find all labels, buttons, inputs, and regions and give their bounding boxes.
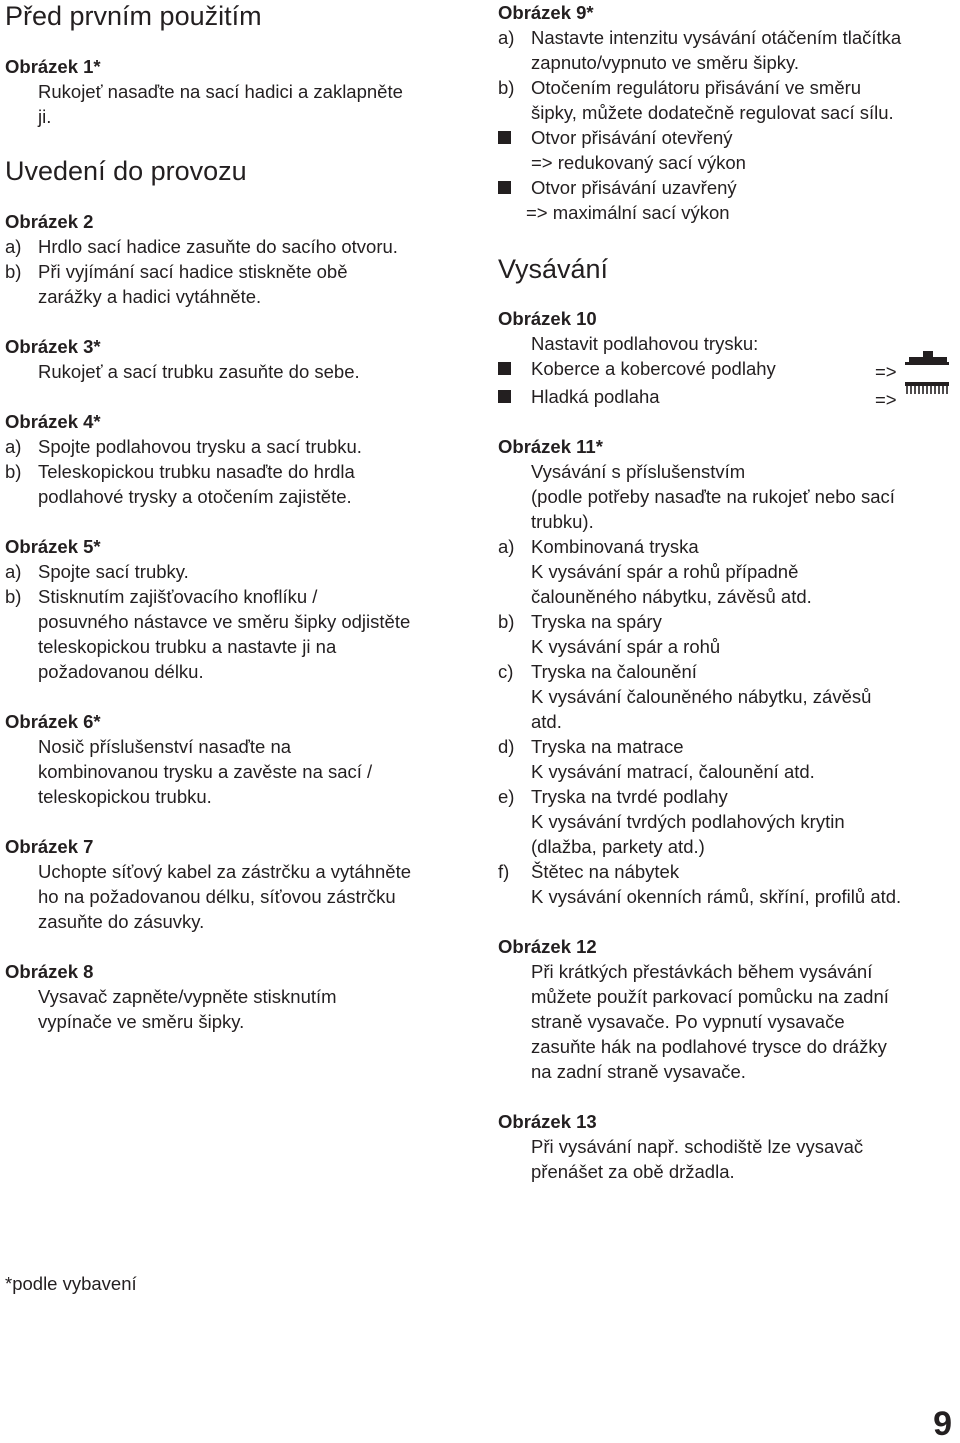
bullet-item (498, 175, 953, 200)
figure-1-text-line: ji. (38, 106, 52, 127)
list-marker: a) (5, 436, 22, 457)
square-bullet-icon (498, 181, 511, 194)
arrow-text: => (875, 389, 897, 410)
list-text-continued: posuvného nástavce ve směru šipky odjistěte (38, 611, 411, 632)
list-marker: b) (5, 586, 22, 607)
figure-7-heading: Obrázek 7 (5, 836, 94, 857)
list-text: Při vyjímání sací hadice stiskněte obě (38, 261, 348, 282)
list-item (498, 534, 953, 559)
figure-6-section (5, 709, 470, 809)
figure-6-text-line: Nosič příslušenství nasaďte na (38, 736, 292, 757)
section-title-commissioning: Uvedení do provozu (5, 156, 247, 186)
square-bullet-icon (498, 362, 511, 375)
list-text-continued: požadovanou délku. (38, 661, 204, 682)
section-title-vacuuming: Vysávání (498, 254, 609, 284)
figure-8-section (5, 959, 470, 1034)
figure-8-text-line: vypínače ve směru šipky. (38, 1011, 245, 1032)
list-text-continued: K vysávání spár a rohů případně (531, 561, 799, 582)
list-item (498, 25, 953, 50)
figure-13-text-line: Při vysávání např. schodiště lze vysavač (531, 1136, 864, 1157)
figure-7-section (5, 834, 470, 934)
list-marker: f) (498, 861, 510, 882)
figure-9-section (498, 0, 953, 225)
figure-3-heading: Obrázek 3* (5, 336, 101, 357)
list-text: Tryska na spáry (531, 611, 662, 632)
square-bullet-icon (498, 131, 511, 144)
figure-2-heading: Obrázek 2 (5, 211, 94, 232)
list-marker: b) (5, 261, 22, 282)
list-item (5, 584, 470, 609)
figure-12-text-line: Při krátkých přestávkách během vysávání (531, 961, 873, 982)
figure-7-text-line: Uchopte síťový kabel za zástrčku a vytáhněte (38, 861, 412, 882)
figure-12-section (498, 934, 953, 1084)
right-column (498, 0, 953, 1184)
list-text-continued: atd. (531, 711, 562, 732)
list-text-continued: podlahové trysky a otočením zajistěte. (38, 486, 352, 507)
figure-6-text-line: kombinovanou trysku a zavěste na sací / (38, 761, 373, 782)
figure-4-heading: Obrázek 4* (5, 411, 101, 432)
list-text-continued: K vysávání tvrdých podlahových krytin (531, 811, 845, 832)
list-marker: b) (498, 611, 515, 632)
figure-8-heading: Obrázek 8 (5, 961, 94, 982)
figure-6-text-line: teleskopickou trubku. (38, 786, 212, 807)
square-bullet-icon (498, 390, 511, 403)
list-text-continued: čalouněného nábytku, závěsů atd. (531, 586, 812, 607)
carpet-nozzle-icon (903, 349, 949, 373)
figure-11-heading: Obrázek 11* (498, 436, 603, 457)
figure-2-section (5, 209, 470, 309)
figure-3-section (5, 334, 470, 384)
page-number: 9 (933, 1405, 952, 1443)
figure-1-text-line: Rukojeť nasaďte na sací hadici a zaklapněte (38, 81, 403, 102)
list-text-continued: teleskopickou trubku a nastavte ji na (38, 636, 337, 657)
figure-5-heading: Obrázek 5* (5, 536, 101, 557)
list-marker: e) (498, 786, 515, 807)
left-column (5, 0, 470, 1034)
list-item (498, 734, 953, 759)
list-text: Otočením regulátoru přisávání ve směru (531, 77, 862, 98)
figure-13-heading: Obrázek 13 (498, 1111, 597, 1132)
figure-10-heading: Obrázek 10 (498, 308, 597, 329)
list-text-continued: (dlažba, parkety atd.) (531, 836, 705, 857)
arrow-text: => (875, 361, 897, 382)
list-text: Kombinovaná tryska (531, 536, 699, 557)
list-item (498, 784, 953, 809)
list-text-continued: šipky, můžete dodatečně regulovat sací sílu. (531, 102, 894, 123)
list-marker: a) (498, 536, 515, 557)
figure-5-section (5, 534, 470, 684)
list-text-continued: zapnuto/vypnuto ve směru šipky. (531, 52, 800, 73)
figure-11-intro: Vysávání s příslušenstvím (531, 461, 746, 482)
bullet-text: Otvor přisávání uzavřený (531, 177, 737, 198)
figure-13-section (498, 1109, 953, 1184)
list-item (5, 434, 470, 459)
list-text: Spojte podlahovou trysku a sací trubku. (38, 436, 362, 457)
hard-floor-brush-icon (903, 379, 949, 399)
list-text: Tryska na tvrdé podlahy (531, 786, 728, 807)
bullet-item-hard-floor (498, 384, 953, 412)
figure-11-intro: (podle potřeby nasaďte na rukojeť nebo sací (531, 486, 895, 507)
figure-12-heading: Obrázek 12 (498, 936, 597, 957)
bullet-text: Koberce a kobercové podlahy (531, 358, 776, 379)
figure-12-text-line: můžete použít parkovací pomůcku na zadní (531, 986, 889, 1007)
figure-13-text-line: přenášet za obě držadla. (531, 1161, 735, 1182)
figure-11-intro: trubku). (531, 511, 594, 532)
bullet-item-carpet (498, 356, 953, 384)
list-text-continued: K vysávání okenních rámů, skříní, profilů atd. (531, 886, 902, 907)
list-text: Stisknutím zajišťovacího knoflíku / (38, 586, 318, 607)
figure-6-heading: Obrázek 6* (5, 711, 101, 732)
figure-12-text-line: na zadní straně vysavače. (531, 1061, 746, 1082)
figure-9-heading: Obrázek 9* (498, 2, 594, 23)
list-item (498, 659, 953, 684)
list-marker: b) (5, 461, 22, 482)
bullet-text: Hladká podlaha (531, 386, 660, 407)
bullet-text-continued: => maximální sací výkon (526, 202, 730, 223)
list-text-continued: K vysávání spár a rohů (531, 636, 721, 657)
list-text-continued: K vysávání čalouněného nábytku, závěsů (531, 686, 872, 707)
list-text: Hrdlo sací hadice zasuňte do sacího otvoru. (38, 236, 398, 257)
figure-7-text-line: ho na požadovanou délku, síťovou zástrčku (38, 886, 396, 907)
footnote: *podle vybavení (5, 1273, 137, 1294)
figure-1-section (5, 54, 470, 129)
figure-4-section (5, 409, 470, 509)
list-text: Teleskopickou trubku nasaďte do hrdla (38, 461, 355, 482)
section-title-before-first-use: Před prvním použitím (5, 1, 262, 31)
figure-3-text-line: Rukojeť a sací trubku zasuňte do sebe. (38, 361, 360, 382)
list-item (5, 259, 470, 284)
list-marker: b) (498, 77, 515, 98)
bullet-text: Otvor přisávání otevřený (531, 127, 733, 148)
bullet-text-continued: => redukovaný sací výkon (531, 152, 746, 173)
list-marker: a) (498, 27, 515, 48)
list-text: Tryska na čalounění (531, 661, 697, 682)
list-marker: a) (5, 236, 22, 257)
figure-8-text-line: Vysavač zapněte/vypněte stisknutím (38, 986, 337, 1007)
bullet-item (498, 125, 953, 150)
list-text-continued: K vysávání matrací, čalounění atd. (531, 761, 815, 782)
figure-12-text-line: straně vysavače. Po vypnutí vysavače (531, 1011, 845, 1032)
list-text: Tryska na matrace (531, 736, 684, 757)
figure-11-section (498, 434, 953, 909)
figure-10-section (498, 306, 953, 412)
list-item (5, 234, 470, 259)
figure-12-text-line: zasuňte hák na podlahové trysce do drážky (531, 1036, 887, 1057)
list-text: Štětec na nábytek (531, 861, 680, 882)
figure-1-heading: Obrázek 1* (5, 56, 101, 77)
figure-10-intro: Nastavit podlahovou trysku: (531, 333, 759, 354)
list-item (498, 859, 953, 884)
list-marker: a) (5, 561, 22, 582)
list-item (498, 75, 953, 100)
list-item (5, 559, 470, 584)
list-item (5, 459, 470, 484)
list-text: Spojte sací trubky. (38, 561, 189, 582)
list-item (498, 609, 953, 634)
list-text: Nastavte intenzitu vysávání otáčením tlačítka (531, 27, 902, 48)
list-marker: c) (498, 661, 514, 682)
figure-7-text-line: zasuňte do zásuvky. (38, 911, 205, 932)
list-marker: d) (498, 736, 515, 757)
list-text-continued: zarážky a hadici vytáhněte. (38, 286, 262, 307)
